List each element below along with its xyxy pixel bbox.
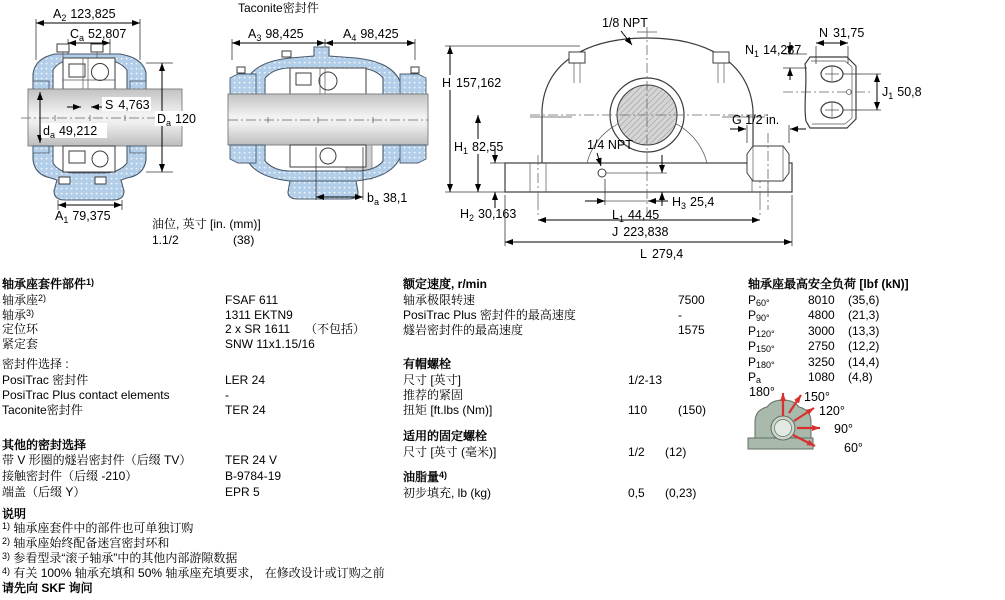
spec-row-recommended: 推荐的紧固: [403, 388, 464, 402]
dim-A1-label: $A_1$ 79,375: [55, 209, 111, 225]
dim-H-label: H 157,162: [442, 76, 502, 90]
dim-Da-label: $D_a$ 120: [157, 112, 196, 128]
dim-H1-label: $H_1$ 82,55: [454, 140, 504, 156]
drawing-shaft-cross-section: [5, 2, 230, 232]
dim-Ca-label: $C_a$ 52,807: [70, 27, 127, 43]
section-seal-selection-header: 密封件选择 :: [2, 357, 69, 371]
dim-H2-label: $H_2$ 30,163: [460, 207, 517, 223]
spec-row-limit-speed: 轴承极限转速 7500: [403, 293, 705, 307]
spec-row-end-cover: 端盖（后缀 Y） EPR 5: [2, 485, 260, 499]
oil-level-value: 1.1/2 (38): [152, 233, 255, 247]
note-footer: 请先向 SKF 询问: [2, 581, 93, 595]
shaft-section: [228, 94, 428, 145]
angle-90-label: 90°: [834, 422, 853, 436]
dim-N-label: N 31,75: [819, 26, 865, 40]
dim-L-label: L 279,4: [640, 247, 684, 261]
load-row-p150: $P_{150^\circ}$ 2750 (12,2): [748, 339, 880, 354]
spec-row-taconite-seal: Taconite密封件 TER 24: [2, 403, 266, 417]
note-4: $^{4)}$ 有关 100% 轴承充填和 50% 轴承座充填要求， 在修改设计或订购之前: [2, 566, 385, 580]
section-speed-header: 额定速度, r/min: [403, 277, 488, 291]
spec-row-torque: 扭矩 [ft.lbs (Nm)] 110 (150): [403, 403, 707, 417]
npt14-label: 1/4 NPT: [587, 138, 633, 152]
angle-60-label: 60°: [844, 441, 863, 455]
load-direction-diagram: [735, 385, 905, 485]
note-1: $^{1)}$ 轴承座套件中的部件也可单独订购: [2, 521, 194, 535]
spec-row-housing: 轴承座$^{2)}$ FSAF 611: [2, 293, 279, 307]
dim-S-label: S 4,763: [105, 98, 150, 112]
section-housing-kit-header: 轴承座套件部件$^{1)}$: [2, 277, 95, 291]
drawing-base-side-view: [735, 20, 1005, 140]
load-row-p180: $P_{180^\circ}$ 3250 (14,4): [748, 355, 880, 370]
angle-180-label: 180°: [749, 385, 775, 399]
load-row-p90: $P_{90^\circ}$ 4800 (21,3): [748, 308, 880, 323]
spec-row-adapter-sleeve: 紧定套 SNW 11x1.15/16: [2, 337, 315, 351]
load-row-p120: $P_{120^\circ}$ 3000 (13,3): [748, 324, 880, 339]
spec-row-bearing: 轴承$^{3)}$ 1311 EKTN9: [2, 308, 293, 322]
dim-da-label: $d_a$ 49,212: [43, 124, 98, 140]
spec-row-capbolt-size: 尺寸 [英寸] 1/2-13: [403, 373, 663, 387]
section-cap-bolts-header: 有帽螺栓: [403, 357, 452, 371]
taconite-seal-left: [230, 74, 256, 94]
spec-row-grease-fill: 初步填充, lb (kg) 0,5 (0,23): [403, 486, 697, 500]
notes-header: 说明: [2, 507, 27, 521]
spec-row-positrac-seal: PosiTrac 密封件 LER 24: [2, 373, 266, 387]
spec-row-locating-ring: 定位环 2 x SR 1611 （不包括）: [2, 322, 366, 336]
drawing-taconite-section: [228, 16, 428, 212]
section-safe-load-header: 轴承座最高安全负荷 [lbf (kN)]: [748, 277, 909, 291]
dim-ba-label: $b_a$ 38,1: [367, 191, 408, 207]
section-other-seals-header: 其他的密封选择: [2, 438, 87, 452]
dim-A2-label: $A_2$ 123,825: [53, 7, 116, 23]
spec-row-positrac-plus-speed: PosiTrac Plus 密封件的最高速度 -: [403, 308, 682, 322]
dim-J-label: J 223,838: [612, 225, 669, 239]
note-2: $^{2)}$ 轴承座始终配备迷宫密封环和: [2, 536, 170, 550]
section-grease-header: 油脂量$^{4)}$: [403, 470, 448, 484]
spec-row-taconite-speed: 燧岩密封件的最高速度 1575: [403, 323, 705, 337]
dim-A4-label: $A_4$ 98,425: [343, 27, 399, 43]
oil-level-label: 油位, 英寸 [in. (mm)]: [152, 217, 261, 231]
dim-L1-label: $L_1$ 44,45: [612, 208, 660, 224]
load-row-pa: $P_a$ 1080 (4,8): [748, 370, 873, 385]
dim-H3-label: $H_3$ 25,4: [672, 195, 715, 211]
angle-150-label: 150°: [804, 390, 830, 404]
spec-row-contact-seal: 接触密封件（后缀 -210） B-9784-19: [2, 469, 282, 483]
dim-A3-label: $A_3$ 98,425: [248, 27, 304, 43]
spec-row-positrac-plus: PosiTrac Plus contact elements -: [2, 388, 229, 402]
dim-N1-label: $N_1$ 14,287: [745, 43, 802, 59]
dim-G-label: G 1/2 in.: [732, 113, 780, 127]
spec-row-taconite-v: 带 V 形圈的燧岩密封件（后缀 TV） TER 24 V: [2, 453, 278, 467]
spec-row-fixbolt-size: 尺寸 [英寸 (毫米)] 1/2 (12): [403, 445, 687, 459]
taconite-title: Taconite密封件: [238, 1, 319, 15]
taconite-seal-right: [400, 74, 426, 94]
dim-J1-label: $J_1$ 50,8: [882, 85, 922, 101]
section-fixing-bolts-header: 适用的固定螺栓: [403, 429, 488, 443]
note-3: $^{3)}$ 参看型录“滚子轴承”中的其他内部游隙数据: [2, 551, 238, 565]
angle-120-label: 120°: [819, 404, 845, 418]
npt18-label: 1/8 NPT: [602, 16, 648, 30]
load-row-p60: $P_{60^\circ}$ 8010 (35,6): [748, 293, 880, 308]
